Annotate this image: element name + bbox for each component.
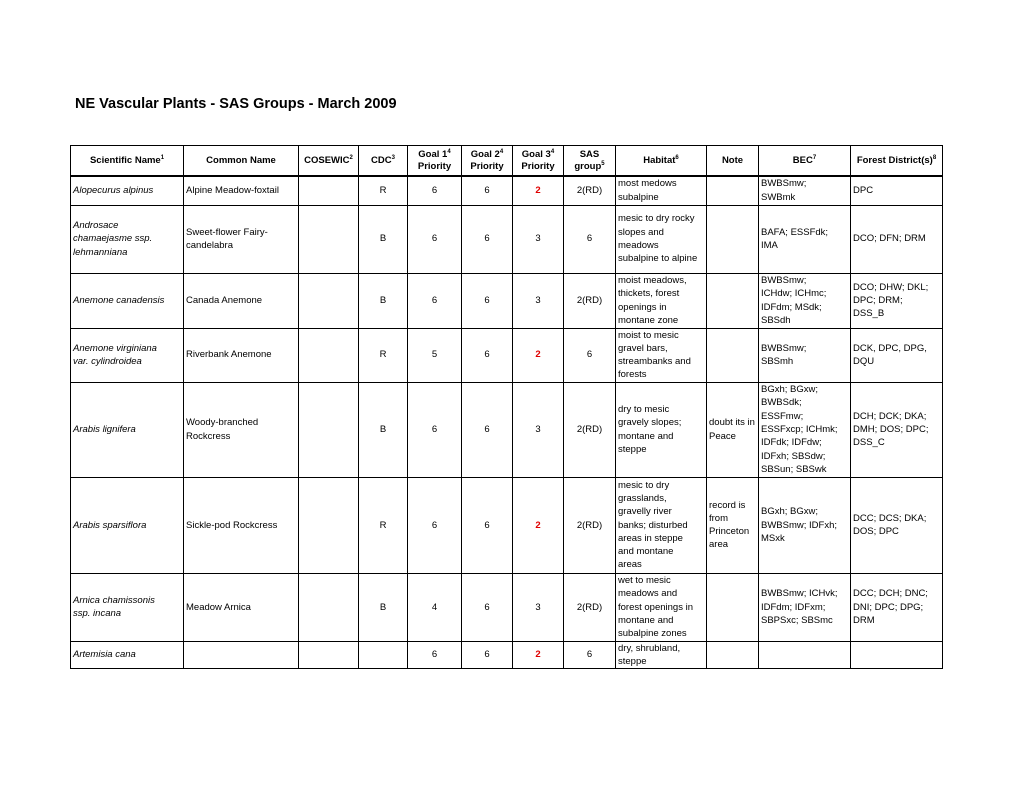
scientific-name-cell	[71, 382, 184, 477]
forest-district-cell-line: DOS; DPC	[853, 526, 899, 538]
scientific-name-cell-line: Arnica chamissonis	[73, 594, 155, 606]
cdc-cell: B	[359, 205, 408, 273]
habitat-cell	[616, 477, 707, 573]
habitat-cell-line: most medows	[618, 178, 677, 190]
bec-cell-line: SBSdh	[761, 314, 791, 326]
scientific-name-cell	[71, 176, 184, 205]
scientific-name-cell-line: Androsace	[73, 220, 119, 232]
habitat-cell-line: dry, shrubland,	[618, 642, 681, 654]
forest-district-cell	[851, 477, 943, 573]
sas-group-cell: 6	[564, 328, 616, 382]
forest-district-cell-line: DSS_B	[853, 308, 885, 320]
scientific-name-cell-line: Anemone virginiana	[73, 342, 157, 354]
forest-district-cell-line: DPC	[853, 185, 874, 197]
note-cell	[707, 382, 759, 477]
table-row	[71, 477, 943, 573]
bec-cell-line: SBPSxc; SBSmc	[761, 614, 833, 626]
forest-district-cell-line: DCK, DPC, DPG,	[853, 342, 927, 354]
bec-cell-line: BGxh; BGxw;	[761, 384, 819, 396]
forest-district-cell-line: DCH; DCK; DKA;	[853, 410, 927, 422]
forest-district-cell-line: DSS_C	[853, 437, 885, 449]
cdc-cell: R	[359, 176, 408, 205]
common-name-cell-line: Riverbank Anemone	[186, 349, 272, 361]
bec-cell-line: IDFxh; SBSdw;	[761, 450, 826, 462]
scientific-name-cell-line: Arabis sparsiflora	[73, 519, 147, 531]
forest-district-cell-line: DQU	[853, 356, 875, 368]
habitat-cell-line: gravelly river	[618, 506, 672, 518]
scientific-name-cell-line: Anemone canadensis	[73, 294, 165, 306]
bec-cell-line: BWBSmw; IDFxh;	[761, 519, 838, 531]
habitat-cell-line: gravely slopes;	[618, 417, 682, 429]
goal1-cell: 6	[408, 176, 462, 205]
forest-district-cell-line: DPC; DRM;	[853, 294, 903, 306]
common-name-cell-line: candelabra	[186, 240, 234, 251]
bec-cell	[759, 205, 851, 273]
cdc-cell: B	[359, 573, 408, 641]
forest-district-cell	[851, 273, 943, 328]
note-cell-line: area	[709, 539, 729, 551]
common-name-cell	[184, 273, 299, 328]
forest-district-cell-line: DCO; DFN; DRM	[853, 233, 926, 245]
scientific-name-cell-line: lehmanniana	[73, 246, 128, 258]
habitat-cell-line: mesic to dry	[618, 479, 670, 491]
habitat-cell	[616, 328, 707, 382]
table-row	[71, 205, 943, 273]
scientific-name-cell-line: Arabis lignifera	[73, 424, 136, 436]
note-cell	[707, 176, 759, 205]
scientific-name-cell	[71, 273, 184, 328]
forest-district-cell-line: DNI; DPC; DPG;	[853, 601, 924, 613]
habitat-cell-line: steppe	[618, 655, 647, 667]
bec-cell-line: BWBSmw;	[761, 342, 807, 354]
common-name-cell-line: Woody-branched	[186, 417, 259, 429]
habitat-cell-line: areas in steppe	[618, 532, 683, 544]
cdc-cell: R	[359, 477, 408, 573]
species-table	[70, 145, 943, 669]
goal2-cell: 6	[462, 273, 513, 328]
goal3-cell: 2	[513, 328, 564, 382]
common-name-cell-line: Canada Anemone	[186, 294, 263, 306]
goal2-cell: 6	[462, 176, 513, 205]
bec-cell	[759, 176, 851, 205]
scientific-name-cell-line: chamaejasme ssp.	[73, 233, 153, 245]
habitat-cell	[616, 382, 707, 477]
common-name-cell	[184, 382, 299, 477]
sas-group-cell: 2(RD)	[564, 477, 616, 573]
scientific-name-cell	[71, 573, 184, 641]
goal2-cell: 6	[462, 205, 513, 273]
col-habitat: Habitat$^6$	[616, 146, 707, 177]
habitat-cell-line: moist to mesic	[618, 329, 679, 341]
habitat-cell-line: streambanks and	[618, 356, 691, 368]
habitat-cell-line: subalpine	[618, 191, 659, 203]
goal1-cell: 5	[408, 328, 462, 382]
note-cell-line: doubt its in	[709, 417, 755, 429]
goal1-cell: 6	[408, 382, 462, 477]
note-cell-line: from	[709, 512, 728, 524]
habitat-cell-line: and montane	[618, 546, 674, 558]
note-cell	[707, 641, 759, 669]
scientific-name-cell-line: Artemisia cana	[73, 649, 136, 661]
scientific-name-cell-line: ssp. incana	[73, 608, 122, 620]
habitat-cell-line: meadows and	[618, 588, 678, 600]
bec-cell-line: ESSFmw;	[761, 410, 804, 422]
bec-cell-line: BWBSmw; ICHvk;	[761, 588, 838, 600]
common-name-cell-line: Sickle-pod Rockcress	[186, 519, 278, 531]
bec-cell-line: BGxh; BGxw;	[761, 506, 819, 518]
cosewic-cell	[299, 573, 359, 641]
cosewic-cell	[299, 641, 359, 669]
goal3-cell: 2	[513, 176, 564, 205]
forest-district-cell	[851, 176, 943, 205]
forest-district-cell-line: DRM	[853, 614, 875, 626]
sas-group-cell: 2(RD)	[564, 273, 616, 328]
scientific-name-cell	[71, 477, 184, 573]
common-name-cell-line: Rockcress	[186, 430, 231, 442]
bec-cell-line: BWBSmw;	[761, 178, 807, 190]
goal2-cell: 6	[462, 328, 513, 382]
note-cell	[707, 273, 759, 328]
col-common-name: Common Name	[184, 146, 299, 177]
cdc-cell: R	[359, 328, 408, 382]
goal1-cell: 4	[408, 573, 462, 641]
forest-district-cell	[851, 328, 943, 382]
note-cell	[707, 477, 759, 573]
table-row	[71, 273, 943, 328]
note-cell	[707, 573, 759, 641]
habitat-cell-line: subalpine zones	[618, 628, 687, 640]
forest-district-cell-line: DMH; DOS; DPC;	[853, 424, 929, 436]
bec-cell	[759, 273, 851, 328]
goal3-cell: 3	[513, 205, 564, 273]
col-cdc: CDC$^3$	[359, 146, 408, 177]
bec-cell-line: BAFA; ESSFdk;	[761, 226, 829, 238]
common-name-cell	[184, 176, 299, 205]
goal2-cell: 6	[462, 573, 513, 641]
goal3-cell: 2	[513, 477, 564, 573]
col-cosewic: COSEWIC$^2$	[299, 146, 359, 177]
col-note: Note	[707, 146, 759, 177]
habitat-cell	[616, 573, 707, 641]
common-name-cell-line: Alpine Meadow-foxtail	[186, 185, 279, 197]
bec-cell-line: BWBSdk;	[761, 397, 802, 409]
goal1-cell: 6	[408, 641, 462, 669]
scientific-name-cell	[71, 328, 184, 382]
habitat-cell	[616, 641, 707, 669]
cdc-cell	[359, 641, 408, 669]
cosewic-cell	[299, 477, 359, 573]
header-row	[71, 146, 943, 177]
bec-cell-line: IDFdm; IDFxm;	[761, 601, 826, 613]
habitat-cell-line: moist meadows,	[618, 274, 687, 286]
forest-district-cell	[851, 382, 943, 477]
habitat-cell-line: openings in	[618, 301, 667, 313]
bec-cell	[759, 328, 851, 382]
forest-district-cell-line: DCO; DHW; DKL;	[853, 281, 929, 293]
cosewic-cell	[299, 328, 359, 382]
table-body	[71, 176, 943, 669]
note-cell	[707, 328, 759, 382]
habitat-cell	[616, 205, 707, 273]
sas-group-cell: 2(RD)	[564, 573, 616, 641]
habitat-cell-line: montane and	[618, 614, 674, 626]
habitat-cell-line: grasslands,	[618, 492, 667, 504]
habitat-cell-line: steppe	[618, 443, 647, 455]
common-name-cell	[184, 477, 299, 573]
habitat-cell-line: subalpine to alpine	[618, 253, 698, 265]
goal1-cell: 6	[408, 273, 462, 328]
habitat-cell-line: areas	[618, 559, 642, 571]
habitat-cell-line: montane and	[618, 430, 674, 442]
habitat-cell-line: forests	[618, 369, 647, 381]
bec-cell	[759, 382, 851, 477]
col-forest-districts: Forest $District(s)^8$	[851, 146, 943, 177]
common-name-cell	[184, 205, 299, 273]
cdc-cell: B	[359, 382, 408, 477]
bec-cell-line: SBSun; SBSwk	[761, 463, 827, 475]
common-name-cell	[184, 641, 299, 669]
habitat-cell	[616, 176, 707, 205]
col-goal3: Goal $3^4$ Priority	[513, 146, 564, 177]
col-sas-group: SAS group$^5$	[564, 146, 616, 177]
goal3-cell: 3	[513, 273, 564, 328]
scientific-name-cell	[71, 205, 184, 273]
forest-district-cell	[851, 205, 943, 273]
sas-group-cell: 6	[564, 641, 616, 669]
forest-district-cell	[851, 641, 943, 669]
common-name-cell-line: Sweet-flower Fairy-	[186, 226, 268, 238]
col-scientific-name: Scientific Name$^1$	[71, 146, 184, 177]
note-cell-line: record is	[709, 499, 746, 511]
habitat-cell-line: gravel bars,	[618, 342, 668, 354]
common-name-cell	[184, 328, 299, 382]
bec-cell-line: IDFdk; IDFdw;	[761, 437, 822, 449]
note-cell-line: Peace	[709, 430, 736, 442]
col-goal2: Goal $2^4$ Priority	[462, 146, 513, 177]
forest-district-cell	[851, 573, 943, 641]
bec-cell	[759, 641, 851, 669]
goal2-cell: 6	[462, 477, 513, 573]
cosewic-cell	[299, 273, 359, 328]
habitat-cell-line: meadows	[618, 240, 659, 251]
note-cell-line: Princeton	[709, 526, 750, 538]
sas-group-cell: 6	[564, 205, 616, 273]
habitat-cell-line: forest openings in	[618, 601, 693, 613]
bec-cell	[759, 477, 851, 573]
bec-cell-line: BWBSmw;	[761, 274, 807, 286]
goal3-cell: 3	[513, 382, 564, 477]
bec-cell-line: SBSmh	[761, 356, 794, 368]
bec-cell-line: SWBmk	[761, 191, 796, 203]
cosewic-cell	[299, 176, 359, 205]
goal1-cell: 6	[408, 205, 462, 273]
bec-cell-line: ICHdw; ICHmc;	[761, 288, 827, 300]
habitat-cell-line: dry to mesic	[618, 404, 670, 416]
col-goal1: Goal $1^4$ Priority	[408, 146, 462, 177]
table-row	[71, 641, 943, 669]
table-row	[71, 176, 943, 205]
forest-district-cell-line: DCC; DCH; DNC;	[853, 588, 928, 600]
habitat-cell-line: slopes and	[618, 226, 664, 238]
scientific-name-cell-line: Alopecurus alpinus	[73, 185, 154, 197]
bec-cell-line: ESSFxcp; ICHmk;	[761, 424, 838, 436]
forest-district-cell-line: DCC; DCS; DKA;	[853, 512, 927, 524]
scientific-name-cell	[71, 641, 184, 669]
habitat-cell-line: thickets, forest	[618, 288, 680, 300]
cosewic-cell	[299, 382, 359, 477]
habitat-cell-line: mesic to dry rocky	[618, 213, 695, 225]
bec-cell-line: MSxk	[761, 532, 785, 544]
sas-group-cell: 2(RD)	[564, 176, 616, 205]
habitat-cell-line: wet to mesic	[618, 574, 671, 586]
goal2-cell: 6	[462, 382, 513, 477]
habitat-cell	[616, 273, 707, 328]
table-row	[71, 382, 943, 477]
habitat-cell-line: montane zone	[618, 314, 679, 326]
cdc-cell: B	[359, 273, 408, 328]
common-name-cell-line: Meadow Arnica	[186, 601, 251, 613]
table-row	[71, 328, 943, 382]
table-row	[71, 573, 943, 641]
goal3-cell: 2	[513, 641, 564, 669]
bec-cell	[759, 573, 851, 641]
bec-cell-line: IMA	[761, 240, 778, 251]
habitat-cell-line: banks; disturbed	[618, 519, 688, 531]
goal2-cell: 6	[462, 641, 513, 669]
common-name-cell	[184, 573, 299, 641]
goal1-cell: 6	[408, 477, 462, 573]
cosewic-cell	[299, 205, 359, 273]
sas-group-cell: 2(RD)	[564, 382, 616, 477]
page-title: NE Vascular Plants - SAS Groups - March 2009	[75, 96, 397, 112]
goal3-cell: 3	[513, 573, 564, 641]
bec-cell-line: IDFdm; MSdk;	[761, 301, 822, 313]
col-bec: BEC$^7$	[759, 146, 851, 177]
scientific-name-cell-line: var. cylindroidea	[73, 356, 142, 368]
note-cell	[707, 205, 759, 273]
